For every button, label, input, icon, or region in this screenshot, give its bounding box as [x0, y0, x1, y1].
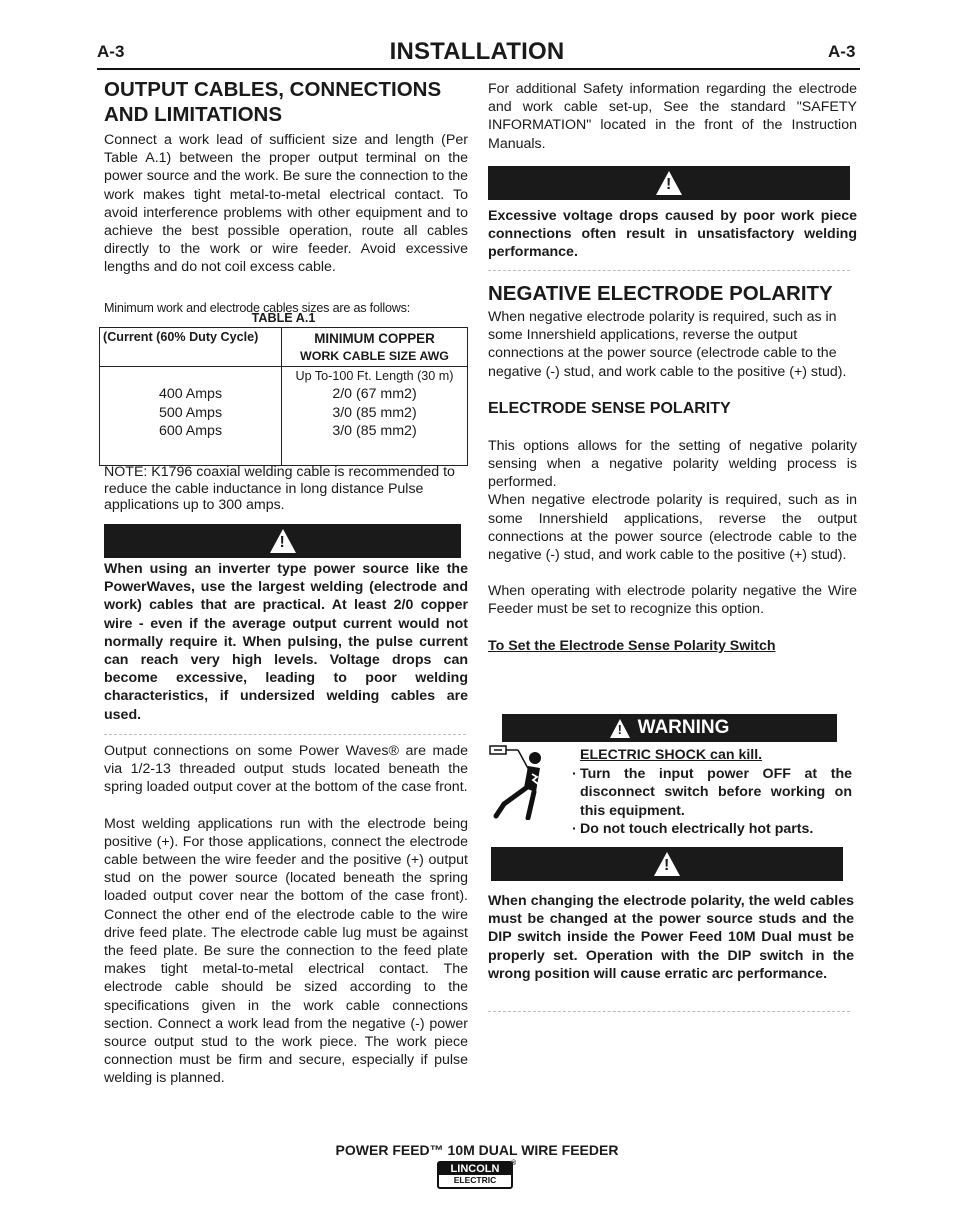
table-sizes-cell [282, 367, 468, 466]
shock-warning-block [572, 746, 852, 839]
table-row: 3/0 (85 mm2) [332, 423, 417, 439]
registered-mark-icon: ® [511, 1160, 517, 1167]
table-row: 3/0 (85 mm2) [332, 404, 417, 421]
table-header-copper [282, 328, 468, 367]
section-title-line1: OUTPUT CABLES, CONNECTIONS [104, 78, 442, 101]
divider [488, 1011, 850, 1012]
shock-item-text: Turn the input power OFF at the disconnect switch before working on this equipment. [580, 765, 852, 819]
table-header-copper-line2: WORK CABLE SIZE AWG [300, 349, 449, 363]
table-row: 2/0 (67 mm2) [332, 386, 417, 402]
table-header-row [100, 328, 468, 367]
output-connections-text [104, 742, 468, 1088]
caution-triangle-icon: ! [656, 171, 682, 195]
divider [104, 734, 466, 735]
cable-size-table [99, 327, 468, 466]
table-header-copper-line1: MINIMUM COPPER [314, 331, 435, 346]
bullet: · [572, 821, 577, 837]
sense-polarity-p2: When negative electrode polarity is required, such as in some Innershield applications, reverse the output connections at the power source (electrode cable to the negative (-) stud, and work cable to the positive (+) stud). [488, 492, 857, 564]
logo-top: LINCOLN [439, 1163, 511, 1175]
lincoln-electric-logo [437, 1161, 513, 1189]
footer-product-name: POWER FEED™ 10M DUAL WIRE FEEDER [335, 1142, 619, 1158]
caution-triangle-icon: ! [654, 852, 680, 876]
sense-polarity-p3: When operating with electrode polarity negative the Wire Feeder must be set to recognize this option. [488, 583, 857, 618]
table-lead: Minimum work and electrode cables sizes are as follows: [104, 300, 411, 315]
switch-heading: To Set the Electrode Sense Polarity Switch [488, 637, 776, 654]
table-caption: TABLE A.1 [251, 311, 316, 325]
page-title: INSTALLATION [389, 38, 565, 65]
warning-banner [502, 714, 837, 742]
divider [488, 270, 850, 271]
caution-banner-2 [488, 166, 850, 200]
table-row: 500 Amps [158, 404, 223, 421]
intro-paragraph: Connect a work lead of sufficient size and length (Per Table A.1) between the proper output terminal on the power source and the work. Be sure the connection to the work makes tight metal-to-metal electrical contact. To avoid interference problems with other equipment and to achieve the best possible operation, route all cables directly to the work or wire feeder. Avoid excessive lengths and do not coil excess cable. [104, 132, 468, 276]
negative-polarity-text: When negative electrode polarity is required, such as in some Innershield applications, reverse the output connections at the power source (electrode cable to the negative (-) stud, and work cable to the positive (+) stud). [488, 309, 847, 380]
table-subheader: Up To-100 Ft. Length (30 m) [295, 369, 454, 383]
table-row: 400 Amps [158, 386, 223, 402]
caution-triangle-icon: ! [270, 529, 296, 553]
shock-item [572, 820, 852, 839]
section-title-output-cables [104, 77, 468, 127]
caution-text-2: Excessive voltage drops caused by poor work piece connections often result in unsatisfactory welding performance. [488, 208, 857, 261]
shock-title: ELECTRIC SHOCK can kill. [580, 747, 763, 763]
caution-text-1: When using an inverter type power source like the PowerWaves, use the largest welding (electrode and work) cables that are practical. At least 2/0 copper wire - even if the average output current would not normally require it. When pulsing, the pulse current can reach very high levels. Voltage drops can become excessive, leading to poor welding characteristics, if undersized welding cables are used. [104, 561, 468, 723]
table-currents-cell [100, 367, 282, 466]
electric-shock-icon [488, 744, 554, 820]
negative-polarity-title: NEGATIVE ELECTRODE POLARITY [488, 282, 833, 305]
output-connections-paragraph: Output connections on some Power Waves® are made via 1/2-13 threaded output studs located beneath the spring loaded output cover at the bottom of the case front. [104, 743, 468, 796]
table-body-row [100, 367, 468, 466]
warning-label: WARNING [637, 717, 730, 738]
section-title-line2: AND LIMITATIONS [104, 103, 283, 126]
caution-banner-1 [104, 524, 461, 558]
sense-polarity-title: ELECTRODE SENSE POLARITY [488, 399, 731, 417]
left-column [104, 77, 468, 317]
caution-text-3: When changing the electrode polarity, the weld cables must be changed at the power source studs and the DIP switch inside the Power Feed 10M Dual must be properly set. Operation with the DIP switch in the wrong position will cause erratic arc performance. [488, 893, 854, 982]
page-number-right: A-3 [828, 42, 856, 61]
warning-triangle-icon: ! [610, 719, 630, 738]
bullet: · [572, 765, 577, 782]
most-applications-paragraph: Most welding applications run with the electrode being positive (+). For those applications, connect the electrode cable between the wire feeder and the positive (+) output stud on the power source (located beneath the spring loaded output cover near the bottom of the case front). Connect the other end of the electrode cable to the wire drive feed plate. The electrode cable lug must be against the feed plate. Be sure the connection to the feed plate makes tight metal-to-metal electrical contact. The electrode cable should be sized according to the specifications given in the work cable connections section. Connect a work lead from the negative (-) power source output stud to the work piece. The work piece connection must be firm and secure, especially if pulse welding is planned. [104, 815, 468, 1087]
logo-bottom: ELECTRIC [453, 1175, 497, 1185]
table-row: 600 Amps [158, 423, 223, 439]
negative-polarity-section [488, 281, 857, 655]
table-header-current: (Current (60% Duty Cycle) [100, 328, 282, 367]
sense-polarity-p1: This options allows for the setting of negative polarity sensing when a negative polarity welding process is performed. [488, 437, 857, 491]
safety-info-paragraph: For additional Safety information regarding the electrode and work cable set-up, See the standard "SAFETY INFORMATION" located in the front of the Instruction Manuals. [488, 81, 857, 152]
cable-note: NOTE: K1796 coaxial welding cable is recommended to reduce the cable inductance in long distance Pulse applications up to 300 amps. [104, 464, 455, 513]
shock-item-text: Do not touch electrically hot parts. [580, 821, 814, 837]
header-rule [97, 68, 860, 70]
caution-banner-3 [491, 847, 843, 881]
page-number-left: A-3 [97, 42, 125, 61]
shock-item [572, 765, 852, 821]
